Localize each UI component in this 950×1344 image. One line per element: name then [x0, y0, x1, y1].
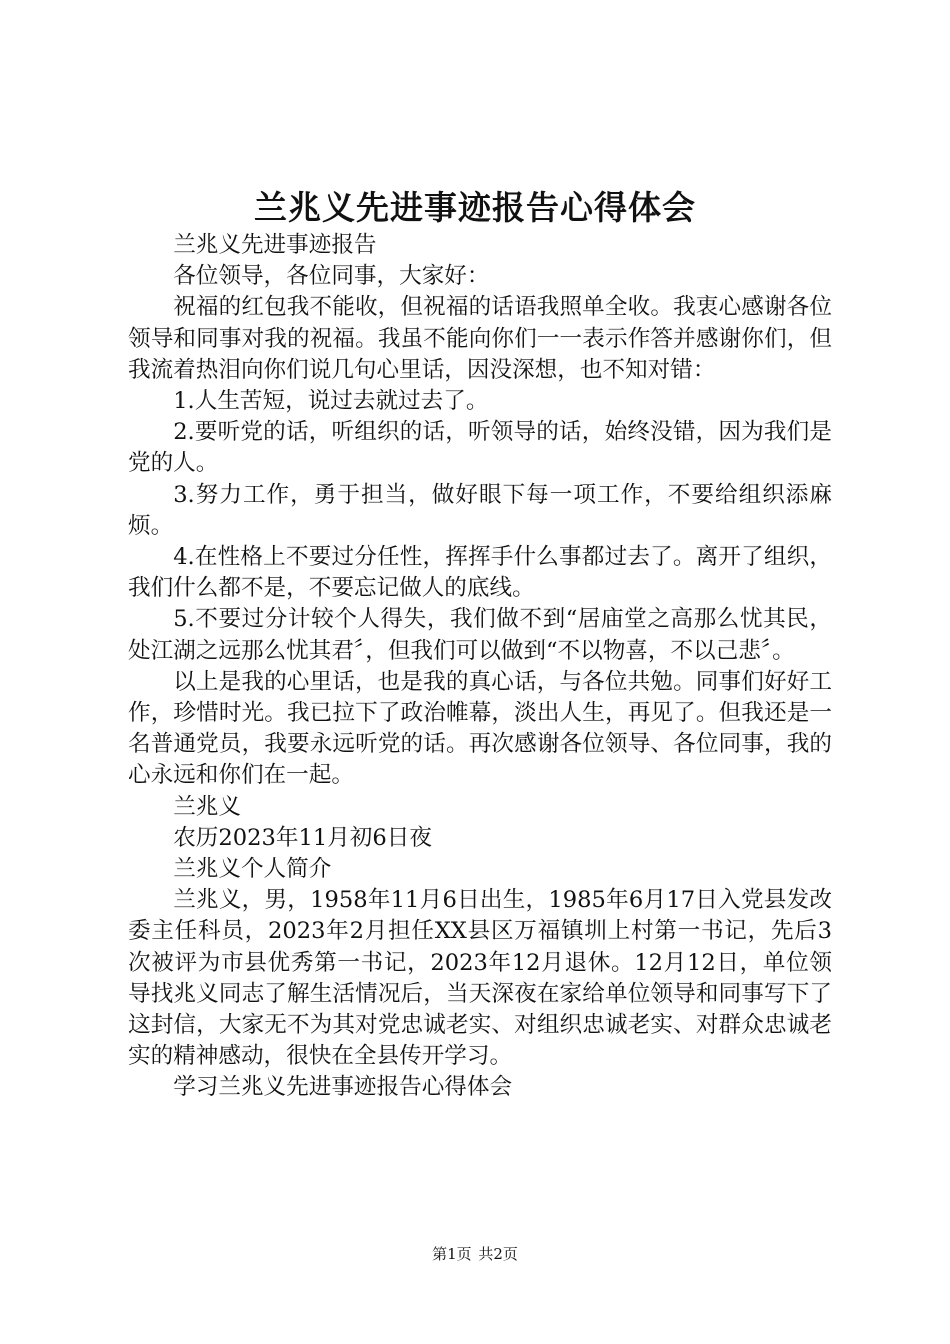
paragraph-bio-heading: 兰兆义个人简介 — [173, 856, 332, 883]
page-footer — [0, 1244, 950, 1264]
paragraph-thanks: 祝福的红包我不能收，但祝福的话语我照单全收。我衷心感谢各位领导和同事对我的祝福。我虽不能向你们一一表示作答并感谢你们，但我流着热泪向你们说几句心里话，因没深想，也不知对错： — [128, 294, 832, 383]
paragraph-closing: 以上是我的心里话，也是我的真心话，与各位共勉。同事们好好工作，珍惜时光。我已拉下了政治帷幕，淡出人生，再见了。但我还是一名普通党员，我要永远听党的话。再次感谢各位领导、各位同事，我的心永远和你们在一起。 — [128, 668, 832, 789]
document-body — [128, 230, 832, 1104]
paragraph-point-3: 3.努力工作，勇于担当，做好眼下每一项工作，不要给组织添麻烦。 — [128, 481, 832, 539]
paragraph-point-5: 5.不要过分计较个人得失，我们做不到“居庙堂之高那么忧其民，处江湖之远那么忧其君〞，但我们可以做到“不以物喜，不以己悲〞。 — [128, 606, 832, 664]
paragraph-point-1: 1.人生苦短，说过去就过去了。 — [173, 388, 489, 415]
paragraph-report-heading: 兰兆义先进事迹报告 — [173, 232, 377, 258]
paragraph-point-4: 4.在性格上不要过分任性，挥挥手什么事都过去了。离开了组织，我们什么都不是，不要忘记做人的底线。 — [128, 544, 832, 602]
paragraph-date: 农历2023年11月初6日夜 — [173, 824, 432, 851]
document-title: 兰兆义先进事迹报告心得体会 — [254, 188, 696, 227]
page-total: 共2页 — [478, 1245, 518, 1263]
page-number: 第1页 — [432, 1245, 472, 1263]
paragraph-section-heading: 学习兰兆义先进事迹报告心得体会 — [173, 1074, 513, 1101]
paragraph-greeting: 各位领导，各位同事，大家好： — [173, 263, 490, 290]
paragraph-point-2: 2.要听党的话，听组织的话，听领导的话，始终没错，因为我们是党的人。 — [128, 419, 832, 477]
paragraph-signature: 兰兆义 — [173, 793, 241, 820]
paragraph-bio: 兰兆义，男，1958年11月6日出生，1985年6月17日入党县发改委主任科员，2023年2月担任XX县区万福镇圳上村第一书记，先后3次被评为市县优秀第一书记，2023年12月退休。12月12日，单位领导找兆义同志了解生活情况后，当天深夜在家给单位领导和同事写下了这封信，大家无不为其对党忠诚老实、对组织忠诚老实、对群众忠诚老实的精神感动，很快在全县传开学习。 — [128, 887, 832, 1070]
